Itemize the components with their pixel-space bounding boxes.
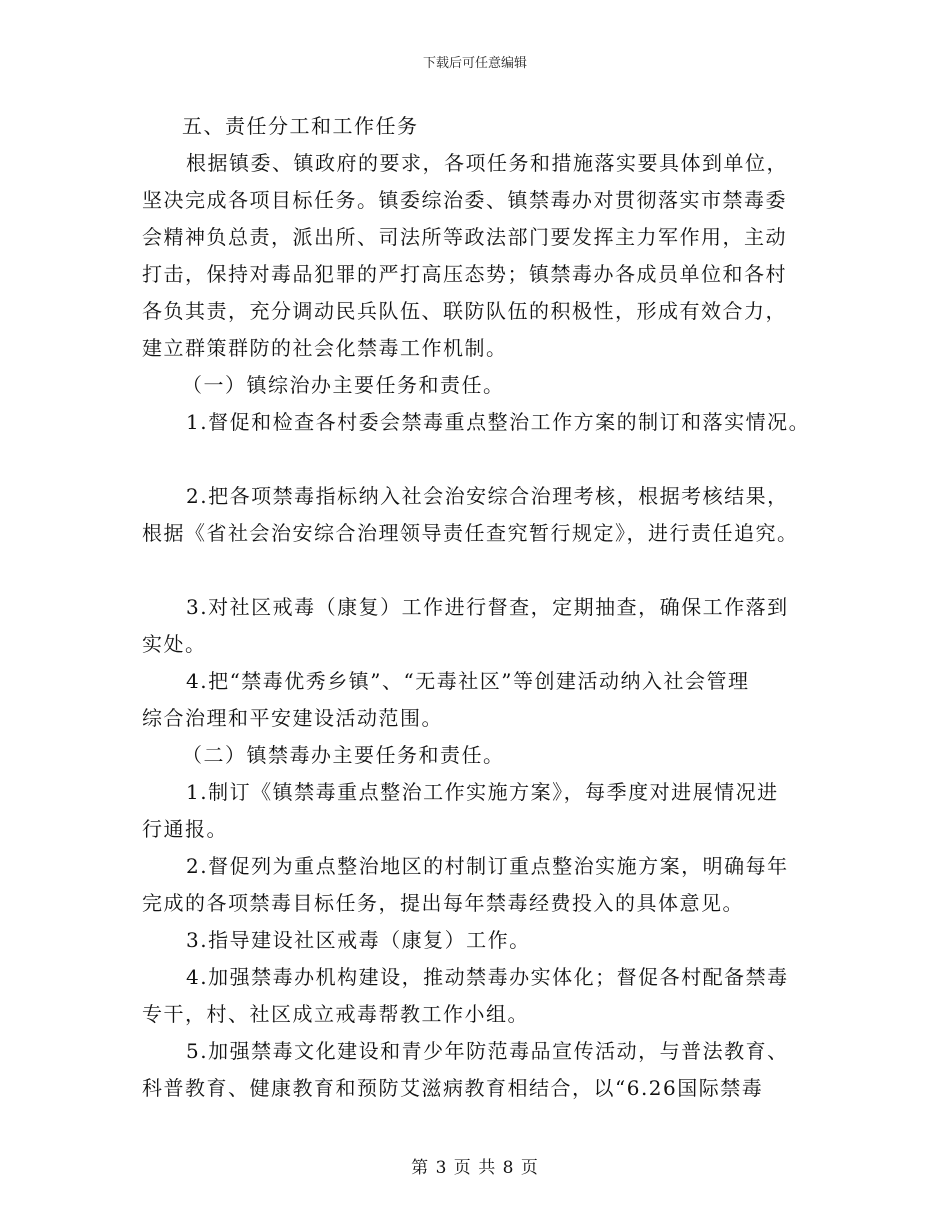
list-item-continuation: 专干，村、社区成立戒毒帮教工作小组。 bbox=[142, 1002, 529, 1026]
list-item: 4.把“禁毒优秀乡镇”、“无毒社区”等创建活动纳入社会管理 bbox=[186, 669, 750, 693]
page-footer: 第 3 页 共 8 页 bbox=[411, 1158, 539, 1178]
list-item: 4.加强禁毒办机构建设，推动禁毒办实体化；督促各村配备禁毒 bbox=[186, 965, 789, 989]
paragraph-line: 打击，保持对毒品犯罪的严打高压态势；镇禁毒办各成员单位和各村 bbox=[142, 262, 787, 286]
list-item: 1.督促和检查各村委会禁毒重点整治工作方案的制订和落实情况。 bbox=[186, 410, 811, 434]
paragraph-line: 各负其责，充分调动民兵队伍、联防队伍的积极性，形成有效合力， bbox=[142, 299, 787, 323]
list-item: 1.制订《镇禁毒重点整治工作实施方案》，每季度对进展情况进 bbox=[186, 780, 779, 804]
list-item-continuation: 根据《省社会治安综合治理领导责任查究暂行规定》，进行责任追究。 bbox=[142, 521, 799, 545]
section-heading: 五、责任分工和工作任务 bbox=[182, 114, 419, 138]
paragraph-line: 会精神负总责，派出所、司法所等政法部门要发挥主力军作用，主动 bbox=[142, 225, 787, 249]
blank-line bbox=[142, 552, 812, 589]
subsection-heading: （一）镇综治办主要任务和责任。 bbox=[182, 373, 505, 397]
paragraph-line: 建立群策群防的社会化禁毒工作机制。 bbox=[142, 336, 508, 360]
page-header: 下载后可任意编辑 bbox=[422, 56, 527, 71]
list-item: 3.对社区戒毒（康复）工作进行督查，定期抽查，确保工作落到 bbox=[186, 595, 789, 619]
document-body bbox=[142, 108, 812, 1107]
blank-line bbox=[142, 441, 812, 478]
list-item-continuation: 实处。 bbox=[142, 632, 207, 656]
paragraph-line: 根据镇委、镇政府的要求，各项任务和措施落实要具体到单位， bbox=[186, 151, 788, 175]
list-item: 5.加强禁毒文化建设和青少年防范毒品宣传活动，与普法教育、 bbox=[186, 1039, 789, 1063]
list-item: 3.指导建设社区戒毒（康复）工作。 bbox=[186, 928, 531, 952]
list-item: 2.督促列为重点整治地区的村制订重点整治实施方案，明确每年 bbox=[186, 854, 789, 878]
subsection-heading: （二）镇禁毒办主要任务和责任。 bbox=[182, 743, 505, 767]
list-item-continuation: 综合治理和平安建设活动范围。 bbox=[142, 706, 443, 730]
list-item-continuation: 科普教育、健康教育和预防艾滋病教育相结合，以“6.26国际禁毒 bbox=[142, 1076, 764, 1100]
list-item-continuation: 行通报。 bbox=[142, 817, 228, 841]
list-item: 2.把各项禁毒指标纳入社会治安综合治理考核，根据考核结果， bbox=[186, 484, 789, 508]
paragraph-line: 坚决完成各项目标任务。镇委综治委、镇禁毒办对贯彻落实市禁毒委 bbox=[142, 188, 787, 212]
list-item-continuation: 完成的各项禁毒目标任务，提出每年禁毒经费投入的具体意见。 bbox=[142, 891, 744, 915]
